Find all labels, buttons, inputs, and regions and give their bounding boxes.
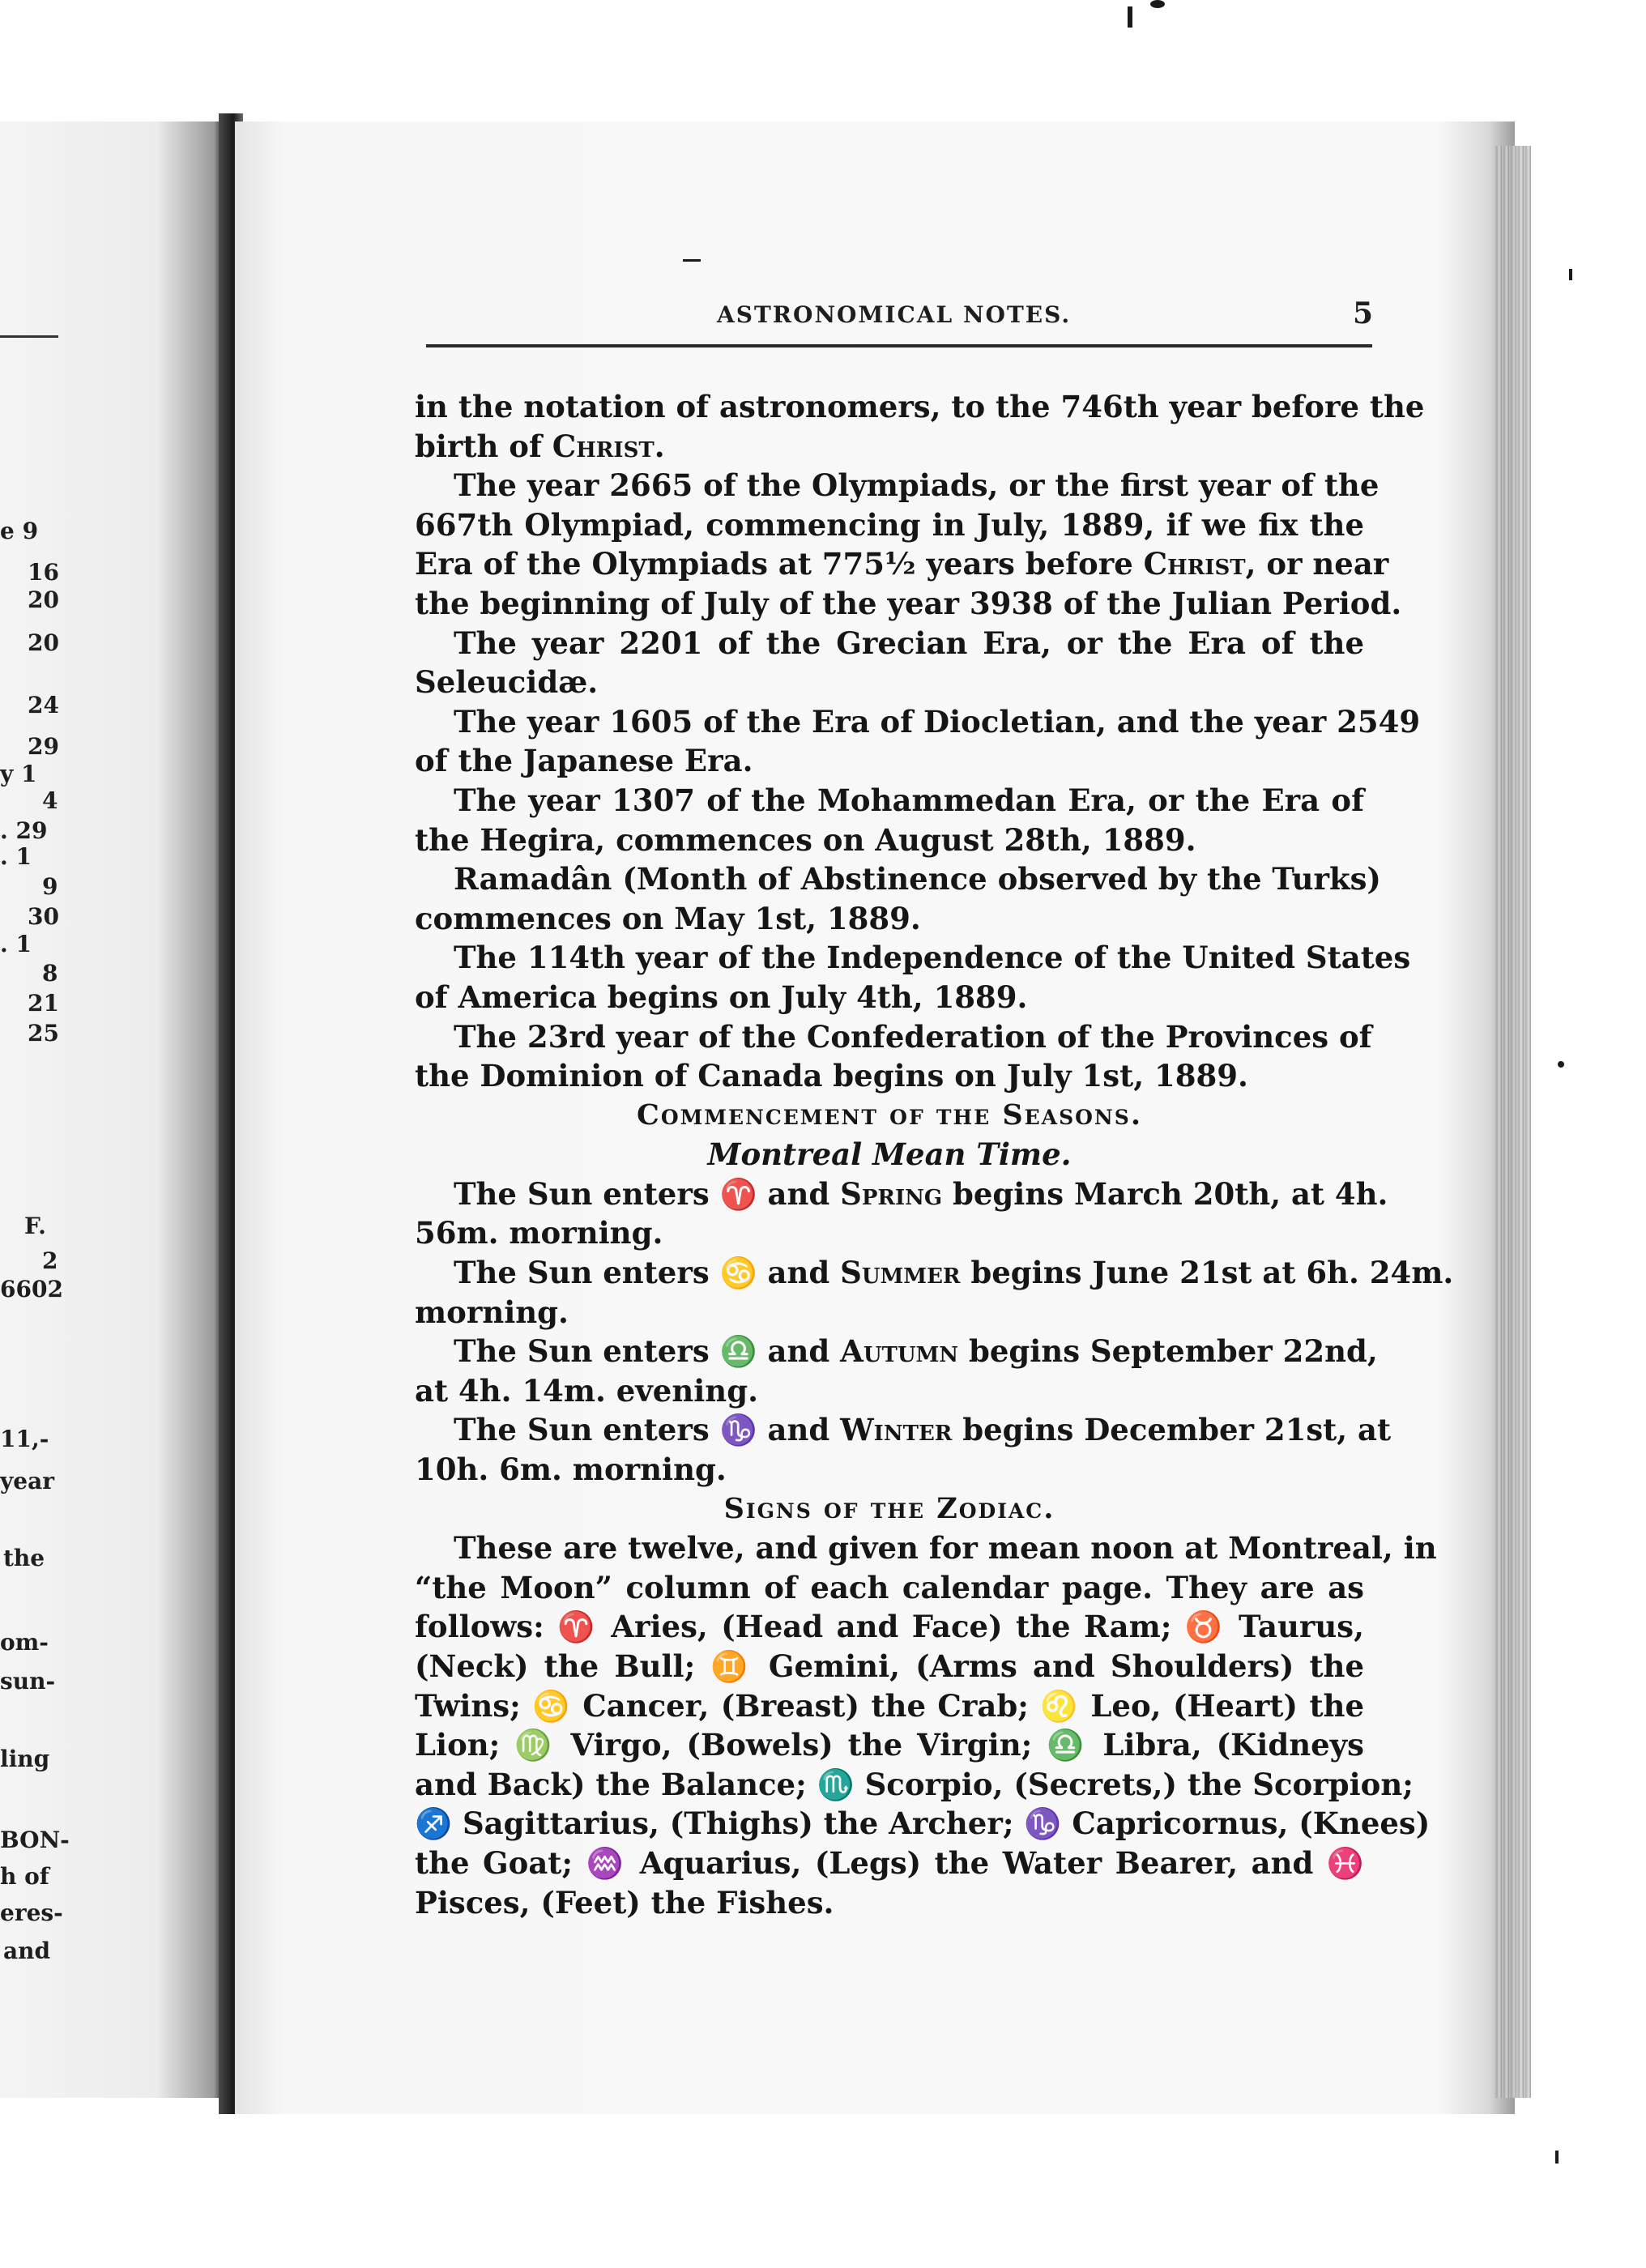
left-page-fragment-text: F. <box>24 1213 46 1239</box>
text-line: (Neck) the Bull; ♊ Gemini, (Arms and Shoulders) the <box>415 1648 1364 1684</box>
left-page-fragment <box>0 122 223 2098</box>
text-line: The 114th year of the Independence of the United States <box>454 940 1411 976</box>
text-line: The year 1605 of the Era of Diocletian, and the year 2549 <box>454 703 1421 740</box>
text-line: Era of the Olympiads at 775½ years before Christ, or near <box>415 546 1389 582</box>
left-page-rule <box>0 335 58 338</box>
left-page-fragment-text: 20 <box>28 586 59 613</box>
header-rule <box>426 344 1372 347</box>
scan-speck <box>1150 0 1165 8</box>
left-page-fragment-text: the <box>3 1545 45 1571</box>
text-line: Signs of the Zodiac. <box>723 1491 1055 1525</box>
text-line: morning. <box>415 1294 569 1330</box>
left-page-fragment-text: 29 <box>28 733 59 760</box>
left-page-fragment-text: 8 <box>42 960 58 987</box>
text-line: of the Japanese Era. <box>415 743 753 779</box>
left-page-fragment-text: 20 <box>28 629 59 656</box>
left-page-fragment-text: 21 <box>28 990 59 1017</box>
left-page-fragment-text: 6602 <box>0 1276 63 1302</box>
text-line: 667th Olympiad, commencing in July, 1889, if we fix the <box>415 506 1364 543</box>
left-page-fragment-text: sun- <box>0 1668 56 1695</box>
scan-speck <box>1128 6 1132 28</box>
body-text <box>415 387 1454 1922</box>
left-page-fragment-text: 2 <box>42 1247 58 1274</box>
text-line: and Back) the Balance; ♏ Scorpio, (Secrets,) the Scorpion; <box>415 1766 1414 1802</box>
text-line: in the notation of astronomers, to the 746th year before the <box>415 389 1425 424</box>
text-line: These are twelve, and given for mean noon at Montreal, in <box>454 1530 1437 1567</box>
left-page-fragment-text: h of <box>0 1863 49 1890</box>
left-page-fragment-text: BON- <box>0 1827 70 1853</box>
scan-speck <box>1569 269 1572 280</box>
page-edges <box>1495 146 1531 2098</box>
text-line: Pisces, (Feet) the Fishes. <box>415 1884 834 1921</box>
text-line: The year 1307 of the Mohammedan Era, or the Era of <box>454 782 1364 818</box>
text-line: the Goat; ♒ Aquarius, (Legs) the Water Bearer, and ♓ <box>415 1844 1364 1881</box>
text-line: The Sun enters ♋ and Summer begins June 21st at 6h. 24m. <box>454 1255 1454 1291</box>
left-page-fragment-text: y 1 <box>0 761 37 787</box>
text-line: Ramadân (Month of Abstinence observed by the Turks) <box>454 861 1381 897</box>
page-number: 5 <box>1352 296 1373 330</box>
text-line: Twins; ♋ Cancer, (Breast) the Crab; ♌ Leo, (Heart) the <box>415 1687 1364 1724</box>
left-page-fragment-text: 4 <box>42 787 58 814</box>
left-page-fragment-text: e 9 <box>0 518 39 544</box>
left-page-fragment-text: ling <box>0 1746 50 1772</box>
text-line: Seleucidæ. <box>415 664 599 701</box>
left-page-fragment-text: om- <box>0 1629 49 1656</box>
text-line: The Sun enters ♑ and Winter begins December 21st, at <box>454 1412 1392 1448</box>
left-page-fragment-text: year <box>0 1468 54 1494</box>
text-line: birth of Christ. <box>415 428 665 464</box>
text-line: The Sun enters ♎ and Autumn begins September 22nd, <box>454 1333 1378 1370</box>
text-line: the Dominion of Canada begins on July 1st, 1889. <box>415 1058 1248 1094</box>
left-page-fragment-text: 16 <box>28 559 59 586</box>
text-line: The year 2201 of the Grecian Era, or the Era of the <box>454 625 1364 661</box>
text-line: 10h. 6m. morning. <box>415 1452 727 1488</box>
text-line: Commencement of the Seasons. <box>636 1098 1143 1132</box>
left-page-fragment-text: 11,- <box>0 1426 49 1452</box>
left-page-fragment-text: . 29 <box>0 817 48 844</box>
text-line: Lion; ♍ Virgo, (Bowels) the Virgin; ♎ Libra, (Kidneys <box>415 1727 1364 1763</box>
text-line: 56m. morning. <box>415 1215 663 1251</box>
left-page-fragment-text: 9 <box>42 873 58 900</box>
text-line: Montreal Mean Time. <box>707 1136 1072 1173</box>
left-page-fragment-text: and <box>3 1938 51 1964</box>
left-page-fragment-text: . 1 <box>0 931 32 957</box>
left-page-fragment-text: eres- <box>0 1899 63 1926</box>
text-line: of America begins on July 4th, 1889. <box>415 978 1028 1015</box>
scan-speck <box>1555 2151 1559 2164</box>
text-line: the Hegira, commences on August 28th, 1889. <box>415 821 1196 858</box>
text-line: at 4h. 14m. evening. <box>415 1372 758 1409</box>
running-head <box>417 296 1373 334</box>
text-line: follows: ♈ Aries, (Head and Face) the Ram; ♉ Taurus, <box>415 1609 1364 1645</box>
running-title: ASTRONOMICAL NOTES. <box>717 301 1072 328</box>
text-line: The 23rd year of the Confederation of the Provinces of <box>454 1018 1372 1055</box>
left-page-fragment-text: . 1 <box>0 843 32 870</box>
left-page-fragment-text: 30 <box>28 903 59 930</box>
scan-speck <box>683 259 701 262</box>
text-line: ♐ Sagittarius, (Thighs) the Archer; ♑ Capricornus, (Knees) <box>415 1805 1431 1842</box>
scan-speck <box>1558 1061 1564 1068</box>
text-line: The Sun enters ♈ and Spring begins March 20th, at 4h. <box>454 1175 1388 1212</box>
text-line: “the Moon” column of each calendar page. They are as <box>415 1569 1364 1605</box>
text-line: the beginning of July of the year 3938 of the Julian Period. <box>415 585 1402 621</box>
text-line: commences on May 1st, 1889. <box>415 900 921 936</box>
text-line: The year 2665 of the Olympiads, or the first year of the <box>454 467 1379 504</box>
left-page-fragment-text: 25 <box>28 1020 59 1047</box>
left-page-fragment-text: 24 <box>28 692 59 718</box>
